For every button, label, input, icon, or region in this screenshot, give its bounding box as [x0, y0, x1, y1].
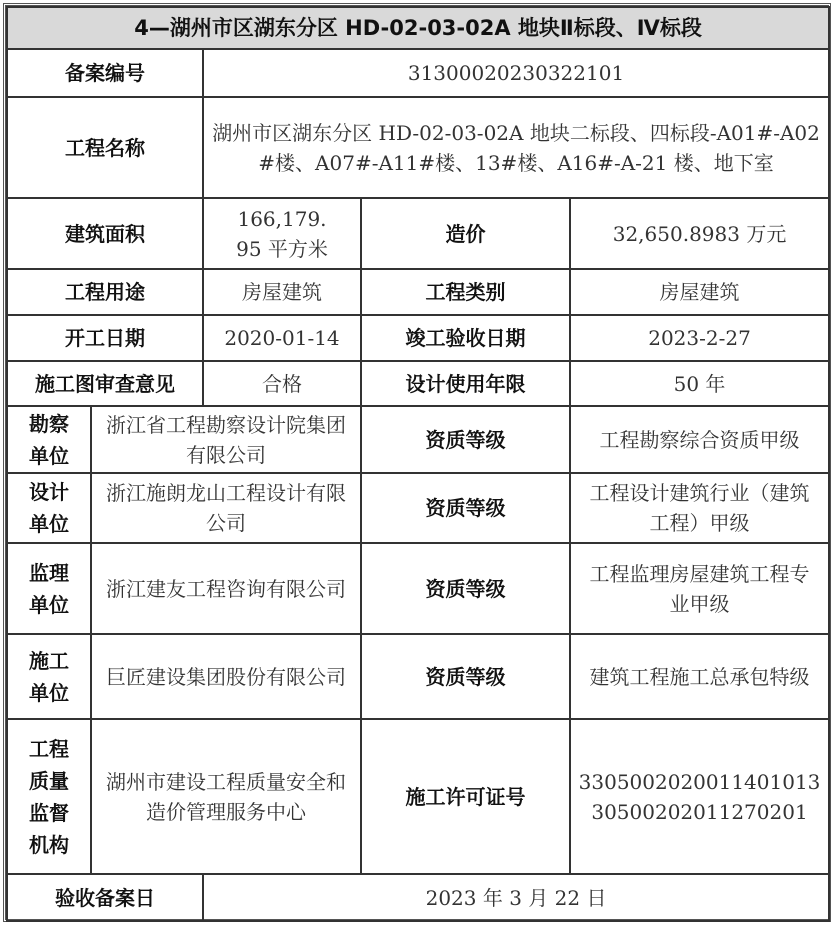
survey-unit-label: 勘察单位 [7, 406, 91, 473]
completion-date-value: 2023-2-27 [570, 315, 829, 361]
quality-supervision-label: 工程质量监督机构 [7, 719, 91, 874]
usage-value: 房屋建筑 [203, 269, 361, 315]
filing-date-label: 验收备案日 [7, 874, 203, 921]
page-title: 4—湖州市区湖东分区 HD-02-03-02A 地块Ⅱ标段、Ⅳ标段 [7, 7, 829, 49]
construction-qual-label: 资质等级 [361, 634, 570, 719]
category-label: 工程类别 [361, 269, 570, 315]
cost-value: 32,650.8983 万元 [570, 198, 829, 269]
design-unit-name: 浙江施朗龙山工程设计有限公司 [91, 473, 361, 543]
permit-value: 330500202001140101330500202011270201 [570, 719, 829, 874]
filing-date-value: 2023 年 3 月 22 日 [203, 874, 829, 921]
drawing-review-label: 施工图审查意见 [7, 361, 203, 406]
survey-qual-value: 工程勘察综合资质甲级 [570, 406, 829, 473]
filing-number-value: 31300020230322101 [203, 49, 829, 97]
drawing-review-value: 合格 [203, 361, 361, 406]
quality-supervision-name: 湖州市建设工程质量安全和造价管理服务中心 [91, 719, 361, 874]
usage-label: 工程用途 [7, 269, 203, 315]
category-value: 房屋建筑 [570, 269, 829, 315]
design-qual-label: 资质等级 [361, 473, 570, 543]
start-date-value: 2020-01-14 [203, 315, 361, 361]
building-area-label: 建筑面积 [7, 198, 203, 269]
filing-number-label: 备案编号 [7, 49, 203, 97]
design-life-label: 设计使用年限 [361, 361, 570, 406]
design-unit-label: 设计单位 [7, 473, 91, 543]
cost-label: 造价 [361, 198, 570, 269]
survey-unit-name: 浙江省工程勘察设计院集团有限公司 [91, 406, 361, 473]
supervisor-unit-name: 浙江建友工程咨询有限公司 [91, 543, 361, 634]
project-name-value: 湖州市区湖东分区 HD-02-03-02A 地块二标段、四标段-A01#-A02#楼、A07#-A11#楼、13#楼、A16#-A-21 楼、地下室 [203, 97, 829, 198]
supervisor-unit-label: 监理单位 [7, 543, 91, 634]
permit-label: 施工许可证号 [361, 719, 570, 874]
construction-unit-label: 施工单位 [7, 634, 91, 719]
start-date-label: 开工日期 [7, 315, 203, 361]
supervisor-qual-label: 资质等级 [361, 543, 570, 634]
construction-unit-name: 巨匠建设集团股份有限公司 [91, 634, 361, 719]
completion-date-label: 竣工验收日期 [361, 315, 570, 361]
design-qual-value: 工程设计建筑行业（建筑工程）甲级 [570, 473, 829, 543]
project-name-label: 工程名称 [7, 97, 203, 198]
building-area-value: 166,179.95 平方米 [203, 198, 361, 269]
construction-qual-value: 建筑工程施工总承包特级 [570, 634, 829, 719]
survey-qual-label: 资质等级 [361, 406, 570, 473]
design-life-value: 50 年 [570, 361, 829, 406]
supervisor-qual-value: 工程监理房屋建筑工程专业甲级 [570, 543, 829, 634]
project-filing-table [6, 6, 830, 922]
